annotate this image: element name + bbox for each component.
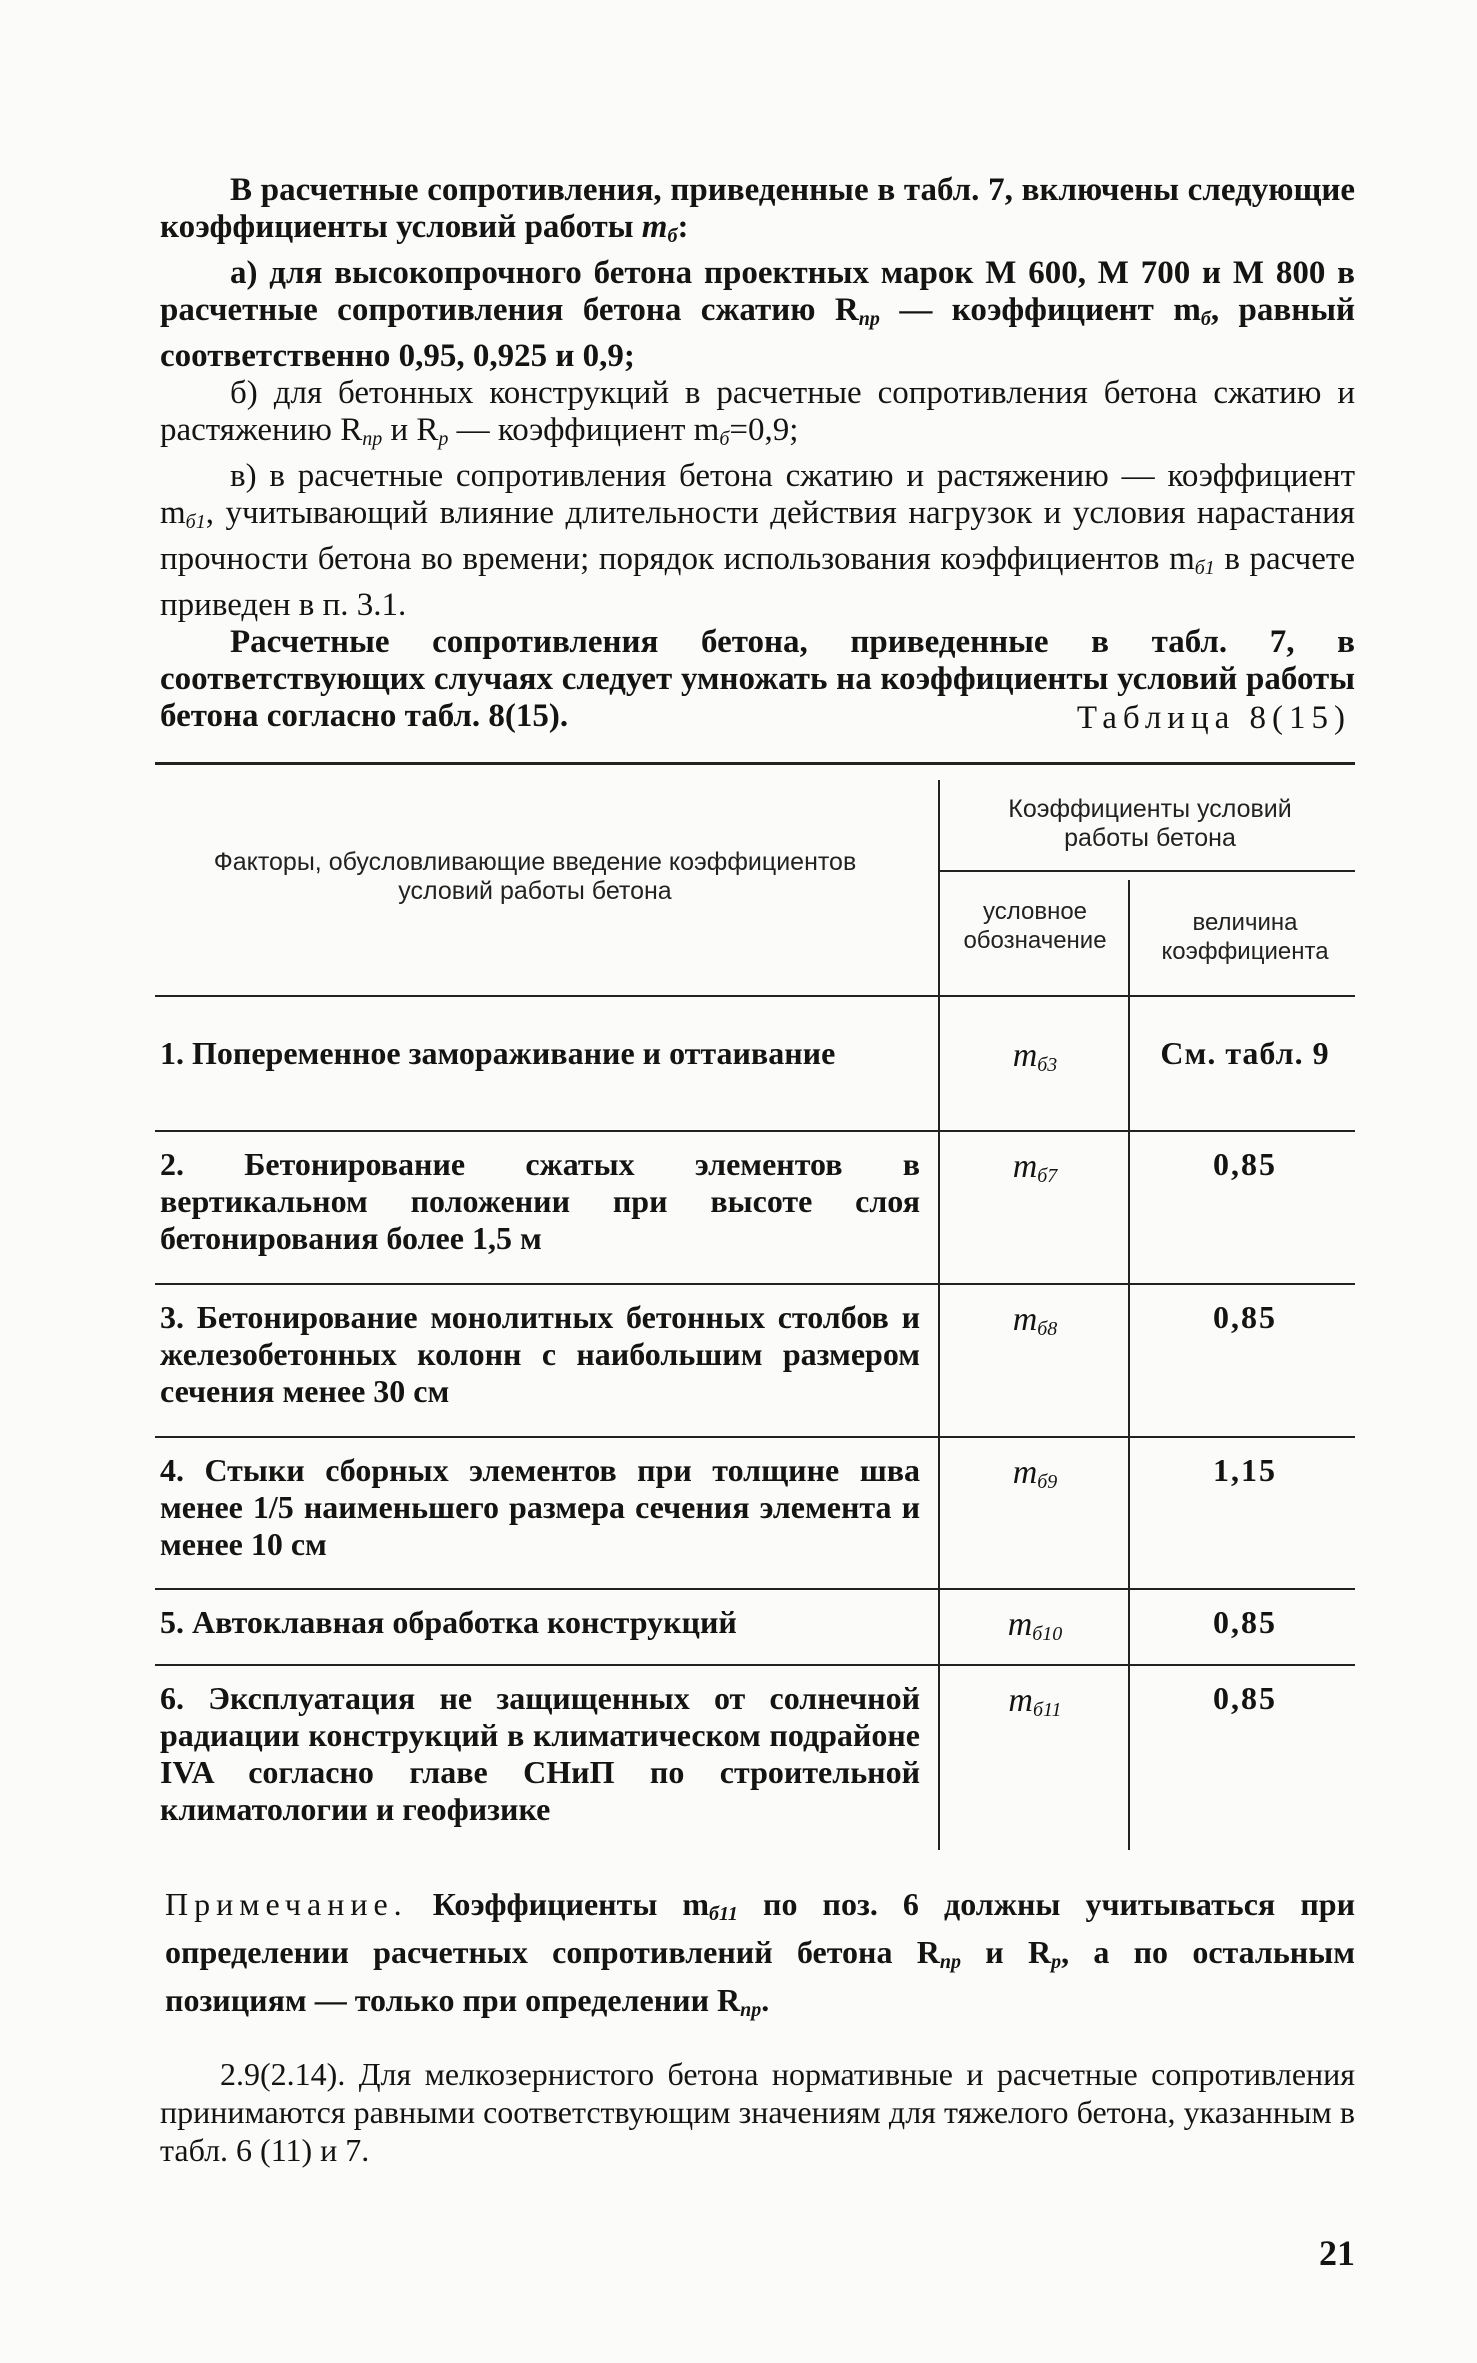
table-row-1-value: См. табл. 9: [1160, 1035, 1330, 1071]
table-row-4-value: 1,15: [1213, 1452, 1277, 1488]
table-caption: Таблица 8(15): [1076, 700, 1351, 736]
intro-paragraph: В расчетные сопротивления, приведенные в табл. 7, включены следующие коэффициенты условий работы $m_б$:: [160, 172, 1355, 247]
table-row-6-value: 0,85: [1213, 1680, 1277, 1716]
header-bottom-rule: [155, 995, 1355, 997]
page-number: 21: [1319, 2233, 1355, 2273]
coef-header-rule: [940, 870, 1355, 872]
header-value: величина коэффициента: [1161, 909, 1329, 965]
intro-text-block: [160, 172, 1355, 735]
table-row-2-symbol: $m_{б7}$: [1012, 1148, 1058, 1187]
table-row-3-value: 0,85: [1213, 1299, 1277, 1335]
table-row-3-symbol: $m_{б8}$: [1012, 1301, 1058, 1340]
table-row-1-symbol: $m_{б3}$: [1012, 1037, 1058, 1076]
table-row-5-value: 0,85: [1213, 1604, 1277, 1640]
table-row-6-factor: 6. Эксплуатация не защищенных от солнечной радиации конструкций в климатическом подрайоне IVA согласно главе СНиП по строительной климатологии и геофизике: [160, 1680, 920, 1827]
table-row-3-factor: 3. Бетонирование монолитных бетонных столбов и железобетонных колонн с наибольшим размером сечения менее 30 см: [160, 1299, 920, 1409]
table-row-6-symbol: $m_{б11}$: [1008, 1682, 1062, 1721]
item-b-paragraph: б) для бетонных конструкций в расчетные сопротивления бетона сжатию и растяжению $R_{пр}$ и $R_р$ — коэффициент $m_б=0,9$;: [160, 375, 1355, 450]
row-3-rule: [155, 1436, 1355, 1438]
row-5-rule: [155, 1664, 1355, 1666]
header-factors: Факторы, обусловливающие введение коэффициентов условий работы бетона: [213, 848, 857, 905]
item-a-paragraph: а) для высокопрочного бетона проектных марок М 600, М 700 и М 800 в расчетные сопротивления бетона сжатию $R_{пр}$ — коэффициент $m_б$, равный соответственно 0,95, 0,925 и 0,9;: [160, 255, 1355, 374]
table-row-5-factor: 5. Автоклавная обработка конструкций: [160, 1604, 737, 1640]
note-label: Примечание.: [165, 1886, 408, 1922]
multiply-paragraph: Расчетные сопротивления бетона, приведенные в табл. 7, в соответствующих случаях следует умножать на коэффициенты условий работы бетона согласно табл. 8(15).: [160, 624, 1355, 734]
table-row-5-symbol: $m_{б10}$: [1007, 1606, 1063, 1645]
table-note: Примечание. Коэффициенты $m_{б11}$ по поз. 6 должны учитываться при определении расчетных сопротивлений бетона $R_{пр}$ и $R_р$, а по остальным позициям — только при определении $R_{пр}$.: [165, 1886, 1356, 2021]
row-4-rule: [155, 1588, 1355, 1590]
table-row-4-symbol: $m_{б9}$: [1012, 1454, 1058, 1493]
row-2-rule: [155, 1283, 1355, 1285]
table-top-rule: [155, 762, 1355, 765]
table-row-2-value: 0,85: [1213, 1146, 1277, 1182]
row-1-rule: [155, 1130, 1355, 1132]
header-coefficients: Коэффициенты условий работы бетона: [1008, 795, 1292, 852]
table-row-2-factor: 2. Бетонирование сжатых элементов в вертикальном положении при высоте слоя бетонирования более 1,5 м: [160, 1146, 920, 1256]
table-row-4-factor: 4. Стыки сборных элементов при толщине шва менее 1/5 наименьшего размера сечения элемента и менее 10 см: [160, 1452, 920, 1562]
header-symbol: условное обозначение: [963, 898, 1107, 954]
item-c-paragraph: в) в расчетные сопротивления бетона сжатию и растяжению — коэффициент $m_{б1}$, учитывающий влияние длительности действия нагрузок и условия нарастания прочности бетона во времени; порядок использования коэффициентов $m_{б1}$ в расчете приведен в п. 3.1.: [160, 458, 1355, 623]
section-2-9-paragraph: 2.9(2.14). Для мелкозернистого бетона нормативные и расчетные сопротивления принимаются равными соответствующим значениям для тяжелого бетона, указанным в табл. 6 (11) и 7.: [160, 2056, 1355, 2168]
table-row-1-factor: 1. Попеременное замораживание и оттаивание: [160, 1035, 836, 1071]
